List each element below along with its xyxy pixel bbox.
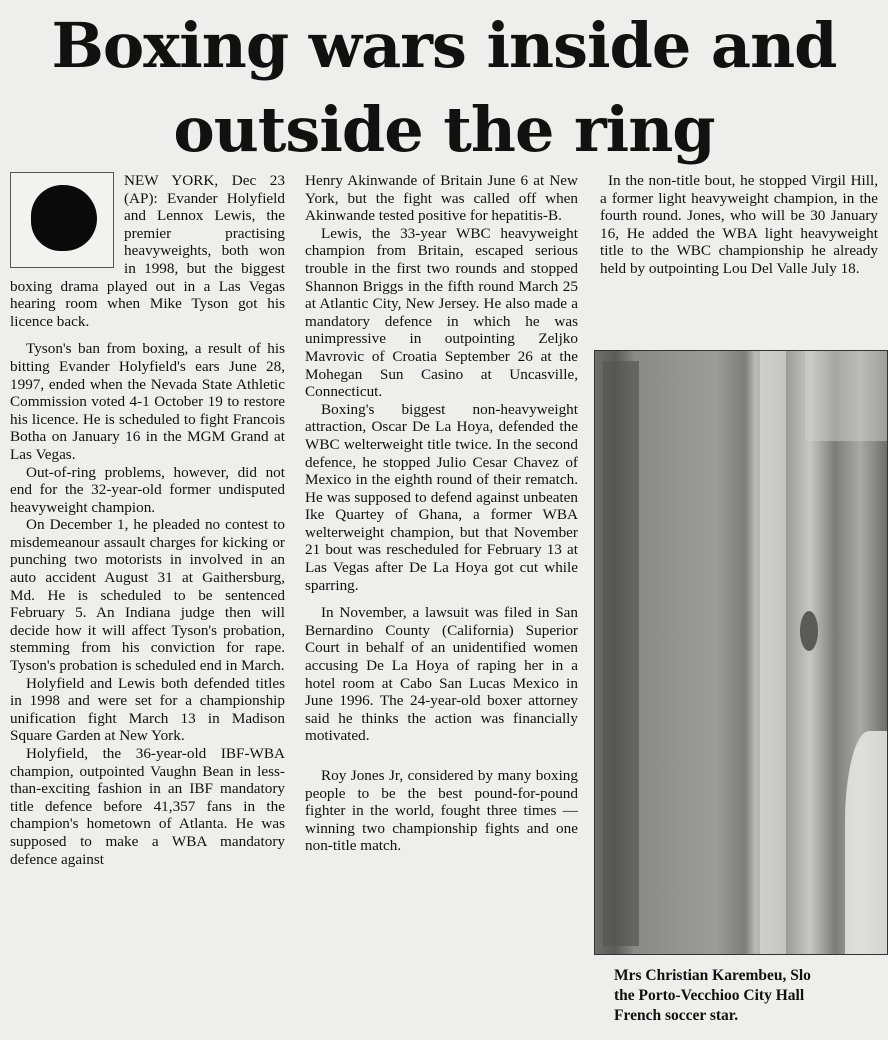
paragraph: In November, a lawsuit was filed in San Bernardino County (California) Superior Court in behalf of an unidentified women accusing De La Hoya of raping her in a hotel room at Cabo San Lucas Mexico in June 1996. The 24-year-old boxer attorney said he thinks the action was financially motivated. — [305, 604, 578, 745]
paragraph: Tyson's ban from boxing, a result of his bitting Evander Holyfield's ears June 28, 1997, ended when the Nevada State Athletic Commission voted 4-1 October 19 to restore his licence. He is scheduled to fight Francois Botha on January 16 in the MGM Grand at Las Vegas. — [10, 340, 285, 463]
paragraph: In the non-title bout, he stopped Virgil Hill, a former light heavyweight champion, in the fourth round. Jones, who will be 30 January 16, He added the WBA light heavyweight title to the WBC championship he already held by outpointing Lou Del Valle July 18. — [600, 172, 878, 277]
headline-line-2: outside the ring — [173, 93, 715, 166]
paragraph: Holyfield and Lewis both defended titles in 1998 and were set for a championship unification fight March 13 in Madison Square Garden at New York. — [10, 674, 285, 745]
headline — [0, 4, 888, 172]
paragraph: On December 1, he pleaded no contest to misdemeanour assault charges for kicking or punching two motorists in involved in an auto accident August 31 at Gaithersburg, Md. He is scheduled to be sentenced February 5. An Indiana judge then will decide how it will affect Tyson's probation, stemming from his conviction for rape. Tyson's probation is scheduled end in March. — [10, 516, 285, 675]
boxing-glove-image — [10, 172, 114, 268]
paragraph: NEW YORK, Dec 23 (AP): Evander Holyfield and Lennox Lewis, the premier practising heavyweights, both won in 1998, but the biggest boxing drama played out in a Las Vegas hearing room when Mike Tyson got his licence back. — [10, 172, 285, 330]
paragraph: Boxing's biggest non-heavyweight attraction, Oscar De La Hoya, defended the WBC welterweight title twice. In the second defence, he stopped Julio Cesar Chavez of Mexico in the eighth round of their rematch. He was supposed to defend against unbeaten Ike Quartey of Ghana, a former WBA welterweight champion, but that November 21 bout was rescheduled for February 13 at Las Vegas after De La Hoya got cut while sparring. — [305, 400, 578, 594]
paragraph: Lewis, the 33-year WBC heavyweight champion from Britain, escaped serious trouble in the first two rounds and stopped Shannon Briggs in the fifth round March 25 at Atlantic City, New Jersey. He also made a mandatory defence in which he was unimpressive in outpointing Zeljko Mavrovic of Croatia September 26 at the Mohegan Sun Casino at Uncasville, Connecticut. — [305, 224, 578, 401]
caption-line-2: the Porto-Vecchioo City Hall — [614, 987, 805, 1004]
photo-caption — [614, 966, 888, 1026]
news-photo — [594, 350, 888, 955]
caption-line-3: French soccer star. — [614, 1007, 739, 1024]
article-column-3 — [600, 172, 878, 278]
paragraph: Henry Akinwande of Britain June 6 at New York, but the fight was called off when Akinwande tested positive for hepatitis-B. — [305, 172, 578, 225]
article-column-1 — [10, 172, 285, 868]
headline-line-1: Boxing wars inside and — [51, 9, 837, 82]
caption-line-1: Mrs Christian Karembeu, Slo — [614, 967, 811, 984]
article-column-2 — [305, 172, 578, 855]
paragraph: Out-of-ring problems, however, did not end for the 32-year-old former undisputed heavyweight champion. — [10, 463, 285, 516]
paragraph: Roy Jones Jr, considered by many boxing people to be the best pound-for-pound fighter in the world, fought three times — winning two championship fights and one non-title match. — [305, 767, 578, 855]
paragraph: Holyfield, the 36-year-old IBF-WBA champion, outpointed Vaughn Bean in less-than-exciting fashion in an IBF mandatory title defence before 41,357 fans in the champion's hometown of Atlanta. He was supposed to make a WBA mandatory defence against — [10, 745, 285, 868]
boxing-glove-icon — [31, 185, 97, 251]
